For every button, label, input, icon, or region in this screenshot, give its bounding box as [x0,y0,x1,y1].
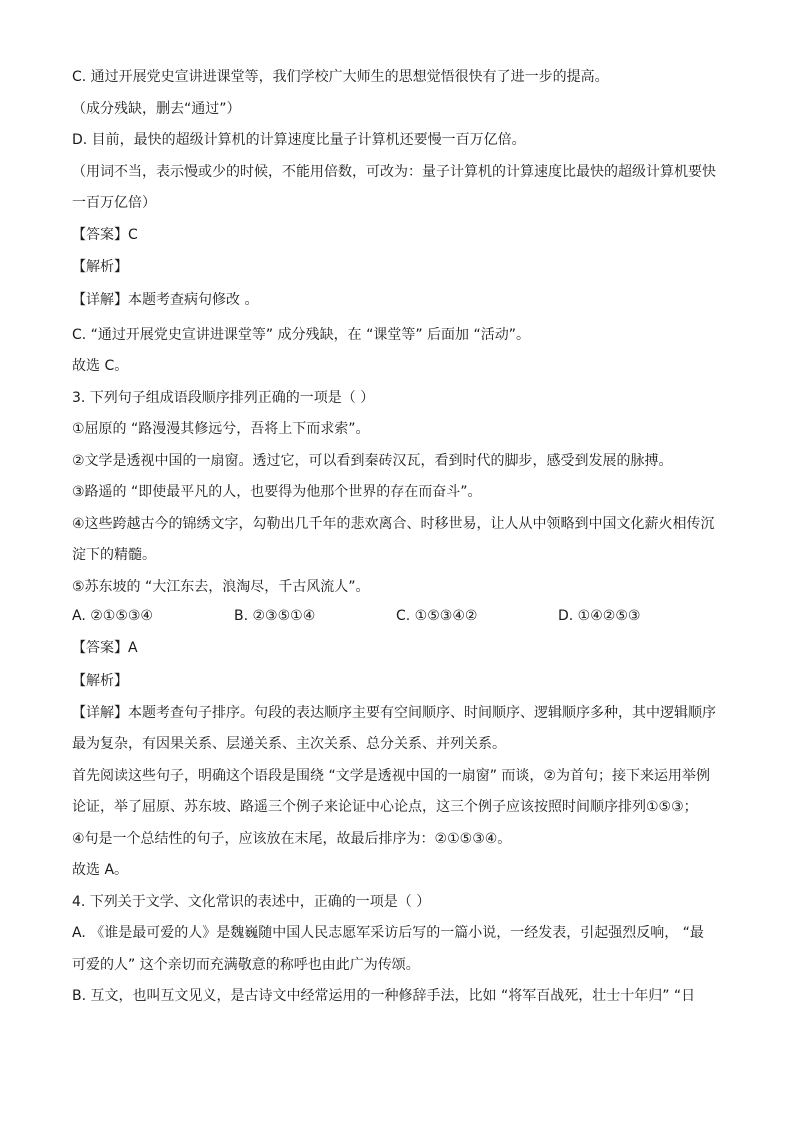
text-line: C. “通过开展党史宣讲进课堂等” 成分残缺，在 “课堂等” 后面加 “活动”。 [72,327,530,343]
detail-label: 【详解】本题考查病句修改 。 [72,292,259,308]
text-line: 首先阅读这些句子，明确这个语段是围绕 “文学是透视中国的一扇窗” 而谈，②为首句；接下来运用举例 [72,768,710,784]
q4-option-a-cont: 可爱的人” 这个亲切而充满敬意的称呼也由此广为传颂。 [72,957,420,973]
text-line: 最为复杂，有因果关系、层递关系、主次关系、总分关系、并列关系。 [72,736,506,752]
q4-option-b: B. 互文，也叫互文见义，是古诗文中经常运用的一种修辞手法，比如 “将军百战死，壮士十年归” “日 [72,988,696,1004]
q3-option-c: C. ①⑤③④② [396,608,478,624]
analysis-label: 【解析】 [72,673,128,689]
sentence-2: ②文学是透视中国的一扇窗。透过它，可以看到秦砖汉瓦，看到时代的脚步，感受到发展的脉搏。 [72,453,673,469]
sentence-4: ④这些跨越古今的锦绣文字，勾勒出几千年的悲欢离合、时移世易，让人从中领略到中国文化薪火相传沉 [72,516,715,532]
text-line: 故选 C。 [72,358,129,374]
q3-option-d: D. ①④②⑤③ [558,608,641,624]
sentence-4-cont: 淀下的精髓。 [72,547,156,563]
answer-label: 【答案】A [72,640,138,656]
text-line: D. 目前，最快的超级计算机的计算速度比量子计算机还要慢一百万亿倍。 [72,132,526,148]
q4-option-a: A. 《谁是最可爱的人》是魏巍随中国人民志愿军采访后写的一篇小说，一经发表，引起强烈反响， “最 [72,925,704,941]
answer-label: 【答案】C [72,227,138,243]
text-line: ④句是一个总结性的句子，应该放在末尾，故最后排序为：②①⑤③④。 [72,831,512,847]
analysis-label: 【解析】 [72,259,128,275]
question-3: 3. 下列句子组成语段顺序排列正确的一项是（ ） [72,390,375,406]
q3-option-b: B. ②③⑤①④ [234,608,316,624]
question-4: 4. 下列关于文学、文化常识的表述中，正确的一项是（ ） [72,894,431,910]
detail-label: 【详解】本题考查句子排序。句段的表达顺序主要有空间顺序、时间顺序、逻辑顺序多种，其中逻辑顺序 [72,705,716,721]
sentence-1: ①屈原的 “路漫漫其修远兮，吾将上下而求索”。 [72,421,370,437]
text-line: （用词不当，表示慢或少的时候，不能用倍数，可改为：量子计算机的计算速度比最快的超级计算机要快 [72,164,716,180]
text-line: 一百万亿倍） [72,195,156,211]
text-line: C. 通过开展党史宣讲进课堂等，我们学校广大师生的思想觉悟很快有了进一步的提高。 [72,69,609,85]
q3-option-a: A. ②①⑤③④ [72,608,153,624]
q3-options [72,605,722,627]
sentence-3: ③路遥的 “即使最平凡的人，也要得为他那个世界的存在而奋斗”。 [72,484,482,500]
text-line: （成分残缺，删去“通过”） [72,101,241,117]
sentence-5: ⑤苏东坡的 “大江东去，浪淘尽，千古风流人”。 [72,579,370,595]
text-line: 故选 A。 [72,862,129,878]
text-line: 论证，举了屈原、苏东坡、路遥三个例子来论证中心论点，这三个例子应该按照时间顺序排列①⑤③； [72,799,698,815]
